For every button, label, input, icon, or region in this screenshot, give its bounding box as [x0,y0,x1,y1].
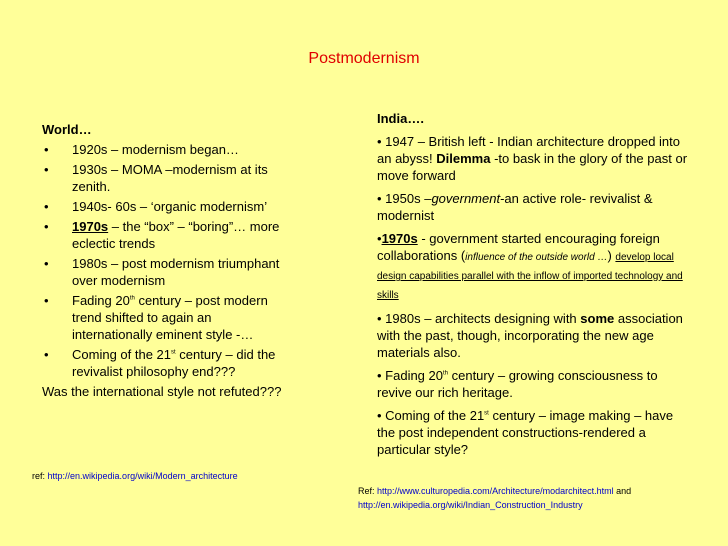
world-column [42,121,292,400]
india-item-text: - government started encouraging foreign collaborations ( [377,231,660,263]
india-item-text: • 1947 – British left - Indian architecture dropped into an abyss! [377,134,681,166]
india-item-italic: influence of the outside world … [465,252,608,263]
bullet: • [44,162,49,177]
bullet: • [44,347,49,362]
superscript: st [171,349,176,356]
world-item [42,161,292,195]
bullet: • [44,293,49,308]
world-item-text: 1940s- 60s – ‘organic modernism’ [72,199,268,214]
india-item-bold: some [580,311,615,326]
india-item [377,230,689,304]
world-item-text: century – post modern trend shifted to again an internationally eminent style -… [72,293,268,342]
world-item-text: century – did the revivalist philosophy end??? [72,347,276,379]
world-item [42,255,292,289]
india-item-text: • 1980s – architects designing with [377,311,581,326]
india-item-text: • [377,231,382,246]
india-column [377,110,689,464]
reference-and: and [613,486,632,496]
india-item-text: -to bask in the glory of the past or move forward [377,151,688,183]
world-item-text: 1980s – post modernism triumphant over modernism [72,256,280,288]
india-item-text: • 1950s – [377,191,432,206]
world-item [42,141,292,158]
world-item [42,292,292,343]
india-item-text: • Coming of the 21 [377,408,485,423]
world-item-bold: 1970s [72,219,109,234]
india-item [377,310,689,361]
reference-link[interactable]: http://en.wikipedia.org/wiki/Indian_Construction_Industry [358,500,583,510]
india-item-bold: Dilemma [436,151,491,166]
india-item-text: century – image making – have the post independent constructions-rendered a particular style? [377,408,674,457]
world-item [42,218,292,252]
bullet: • [44,142,49,157]
india-heading: India…. [377,111,424,126]
india-item-text: century – growing consciousness to revive our rich heritage. [377,368,658,400]
india-item [377,407,689,458]
bullet: • [44,219,49,234]
india-item-text: association with the past, though, incorporating the new age materials also. [377,311,683,360]
world-item-text: 1930s – MOMA –modernism at its zenith. [72,162,268,194]
world-item-text: Coming of the 21 [72,347,172,362]
reference-right [358,484,631,512]
india-item-underline: develop local design capabilities parallel with the inflow of imported technology and skills [377,252,683,301]
world-item-text: 1920s – modernism began… [72,142,239,157]
reference-link[interactable]: http://en.wikipedia.org/wiki/Modern_architecture [47,471,238,481]
world-heading: World… [42,122,92,137]
slide-title: Postmodernism [308,50,420,67]
india-item-text: • Fading 20 [377,368,443,383]
world-item-text: – the “box” – “boring”… more eclectic trends [72,219,280,251]
bullet: • [44,256,49,271]
india-item-bold: 1970s [381,231,418,246]
reference-label: ref: [32,471,48,481]
india-item [377,133,689,184]
india-item-text: ) [607,248,616,263]
bullet: • [44,199,49,214]
reference-link[interactable]: http://www.culturopedia.com/Architecture/modarchitect.html [377,486,614,496]
world-tail: Was the international style not refuted??? [42,384,282,399]
india-item-text: -an active role- revivalist & modernist [377,191,653,223]
reference-left [32,471,238,481]
superscript: th [442,370,448,377]
world-item [42,198,292,215]
superscript: th [129,295,135,302]
india-item [377,367,689,401]
world-item-text: Fading 20 [72,293,130,308]
world-item [42,346,292,380]
india-item-italic: government [431,191,501,206]
india-item [377,190,689,224]
superscript: st [484,410,489,417]
reference-label: Ref: [358,486,378,496]
